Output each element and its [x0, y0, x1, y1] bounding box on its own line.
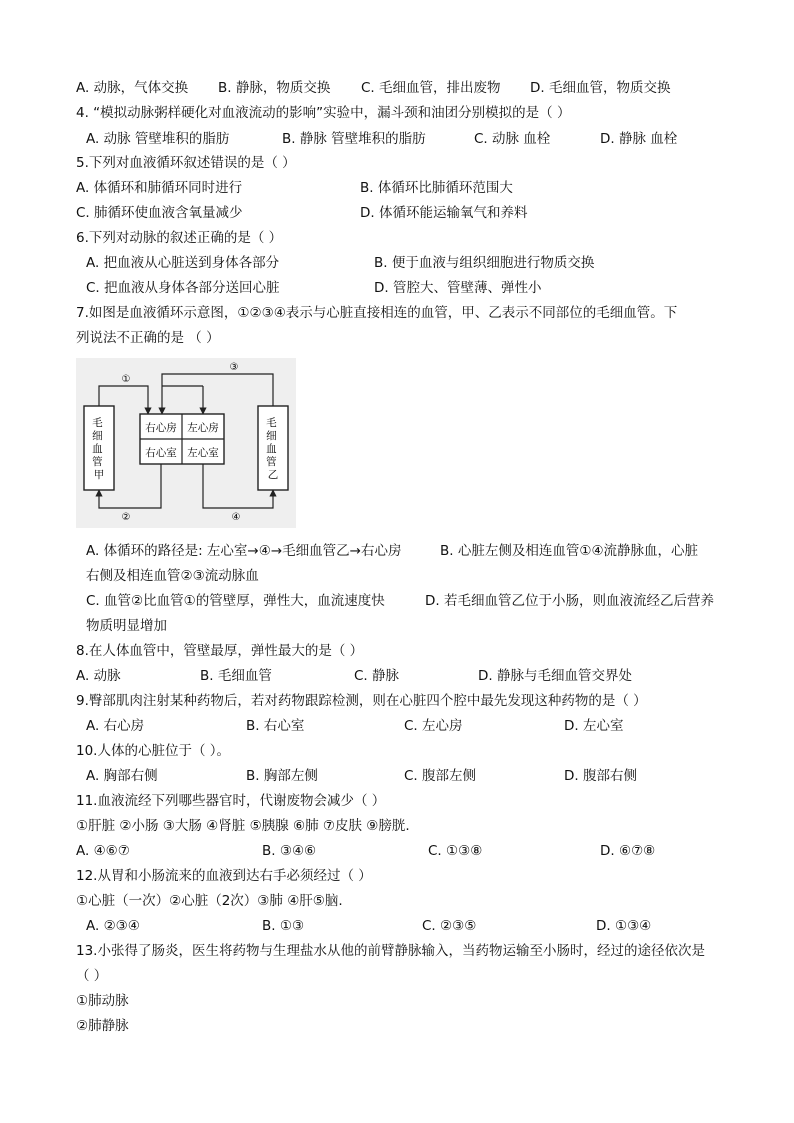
q7-option-d-line2: 物质明显增加 — [86, 618, 167, 634]
q8-option-b: B. 毛细血管 — [200, 668, 272, 684]
q7-stem-line2: 列说法不正确的是 （ ） — [76, 330, 220, 346]
q6-option-b: B. 便于血液与组织细胞进行物质交换 — [374, 255, 595, 271]
q10-option-b: B. 胸部左侧 — [246, 768, 318, 784]
q5-option-a: A. 体循环和肺循环同时进行 — [76, 180, 243, 196]
vessel-4-label: ④ — [231, 512, 241, 523]
q6-option-c: C. 把血液从身体各部分送回心脏 — [86, 280, 280, 296]
q5-stem: 5.下列对血液循环叙述错误的是（ ） — [76, 155, 296, 171]
q5-option-c: C. 肺循环使血液含氧量减少 — [76, 205, 243, 221]
q4-option-d: D. 静脉 血栓 — [600, 131, 678, 147]
q5-option-b: B. 体循环比肺循环范围大 — [360, 180, 513, 196]
q9-option-b: B. 右心室 — [246, 718, 305, 734]
q3-option-b: B. 静脉，物质交换 — [218, 80, 331, 96]
q11-items: ①肝脏 ②小肠 ③大肠 ④肾脏 ⑤胰腺 ⑥肺 ⑦皮肤 ⑨膀胱. — [76, 818, 410, 834]
q5-option-d: D. 体循环能运输氧气和养料 — [360, 205, 528, 221]
q9-option-d: D. 左心室 — [564, 718, 624, 734]
q3-option-c: C. 毛细血管，排出废物 — [361, 80, 501, 96]
q11-option-d: D. ⑥⑦⑧ — [600, 843, 656, 859]
q9-option-c: C. 左心房 — [404, 718, 463, 734]
q10-option-d: D. 腹部右侧 — [564, 768, 637, 784]
q8-stem: 8.在人体血管中，管壁最厚，弹性最大的是（ ） — [76, 643, 364, 659]
q8-option-a: A. 动脉 — [76, 668, 121, 684]
q13-item-2: ②肺静脉 — [76, 1018, 129, 1034]
q12-option-b: B. ①③ — [262, 918, 305, 934]
q10-option-c: C. 腹部左侧 — [404, 768, 477, 784]
q7-stem-line1: 7.如图是血液循环示意图，①②③④表示与心脏直接相连的血管，甲、乙表示不同部位的毛细血管。下 — [76, 305, 678, 321]
q13-stem-line2: （ ） — [76, 968, 108, 984]
vessel-3-label: ③ — [229, 362, 239, 373]
right-atrium: 右心房 — [145, 422, 177, 434]
capillary-jia-label: 毛 细 血 管 甲 — [92, 417, 105, 481]
q7-option-c: C. 血管②比血管①的管壁厚，弹性大，血流速度快 — [86, 593, 385, 609]
q11-option-b: B. ③④⑥ — [262, 843, 317, 859]
q13-item-1: ①肺动脉 — [76, 993, 129, 1009]
q4-option-c: C. 动脉 血栓 — [474, 131, 551, 147]
q11-stem: 11.血液流经下列哪些器官时，代谢废物会减少（ ） — [76, 793, 386, 809]
q8-option-c: C. 静脉 — [354, 668, 400, 684]
vessel-2-label: ② — [121, 512, 131, 523]
q12-option-a: A. ②③④ — [86, 918, 140, 934]
q12-option-c: C. ②③⑤ — [422, 918, 477, 934]
q12-option-d: D. ①③④ — [596, 918, 652, 934]
q7-option-b-line1: B. 心脏左侧及相连血管①④流静脉血，心脏 — [440, 543, 699, 559]
q12-items: ①心脏（一次）②心脏（2次）③肺 ④肝⑤脑. — [76, 893, 343, 909]
q8-option-d: D. 静脉与毛细血管交界处 — [478, 668, 632, 684]
q7-option-d-line1: D. 若毛细血管乙位于小肠，则血液流经乙后营养 — [425, 593, 714, 609]
q7-option-b-line2: 右侧及相连血管②③流动脉血 — [86, 568, 259, 584]
q9-stem: 9.臀部肌肉注射某种药物后，若对药物跟踪检测，则在心脏四个腔中最先发现这种药物的是（ ） — [76, 693, 647, 709]
q9-option-a: A. 右心房 — [86, 718, 145, 734]
q4-option-a: A. 动脉 管壁堆积的脂肪 — [86, 131, 230, 147]
q13-stem-line1: 13.小张得了肠炎，医生将药物与生理盐水从他的前臂静脉输入，当药物运输至小肠时，经过的途径依次是 — [76, 943, 705, 959]
q4-stem: 4. “模拟动脉粥样硬化对血液流动的影响”实验中，漏斗颈和油团分别模拟的是（ ） — [76, 105, 571, 121]
vessel-1-label: ① — [121, 374, 131, 385]
left-ventricle: 左心室 — [187, 447, 219, 459]
q3-option-d: D. 毛细血管，物质交换 — [530, 80, 671, 96]
q3-option-a: A. 动脉，气体交换 — [76, 80, 189, 96]
capillary-yi-label: 毛 细 血 管 乙 — [266, 417, 279, 481]
q7-option-a: A. 体循环的路径是: 左心室→④→毛细血管乙→右心房 — [86, 543, 402, 559]
q10-option-a: A. 胸部右侧 — [86, 768, 158, 784]
q11-option-c: C. ①③⑧ — [428, 843, 483, 859]
q12-stem: 12.从胃和小肠流来的血液到达右手必须经过（ ） — [76, 868, 372, 884]
q10-stem: 10.人体的心脏位于（ ）。 — [76, 743, 231, 759]
blood-circulation-diagram — [76, 358, 296, 528]
vessel-3 — [162, 374, 273, 414]
left-atrium: 左心房 — [187, 422, 219, 434]
q11-option-a: A. ④⑥⑦ — [76, 843, 130, 859]
right-ventricle: 右心室 — [145, 447, 177, 459]
q4-option-b: B. 静脉 管壁堆积的脂肪 — [282, 131, 426, 147]
q6-option-a: A. 把血液从心脏送到身体各部分 — [86, 255, 280, 271]
q6-option-d: D. 管腔大、管壁薄、弹性小 — [374, 280, 542, 296]
q6-stem: 6.下列对动脉的叙述正确的是（ ） — [76, 230, 283, 246]
